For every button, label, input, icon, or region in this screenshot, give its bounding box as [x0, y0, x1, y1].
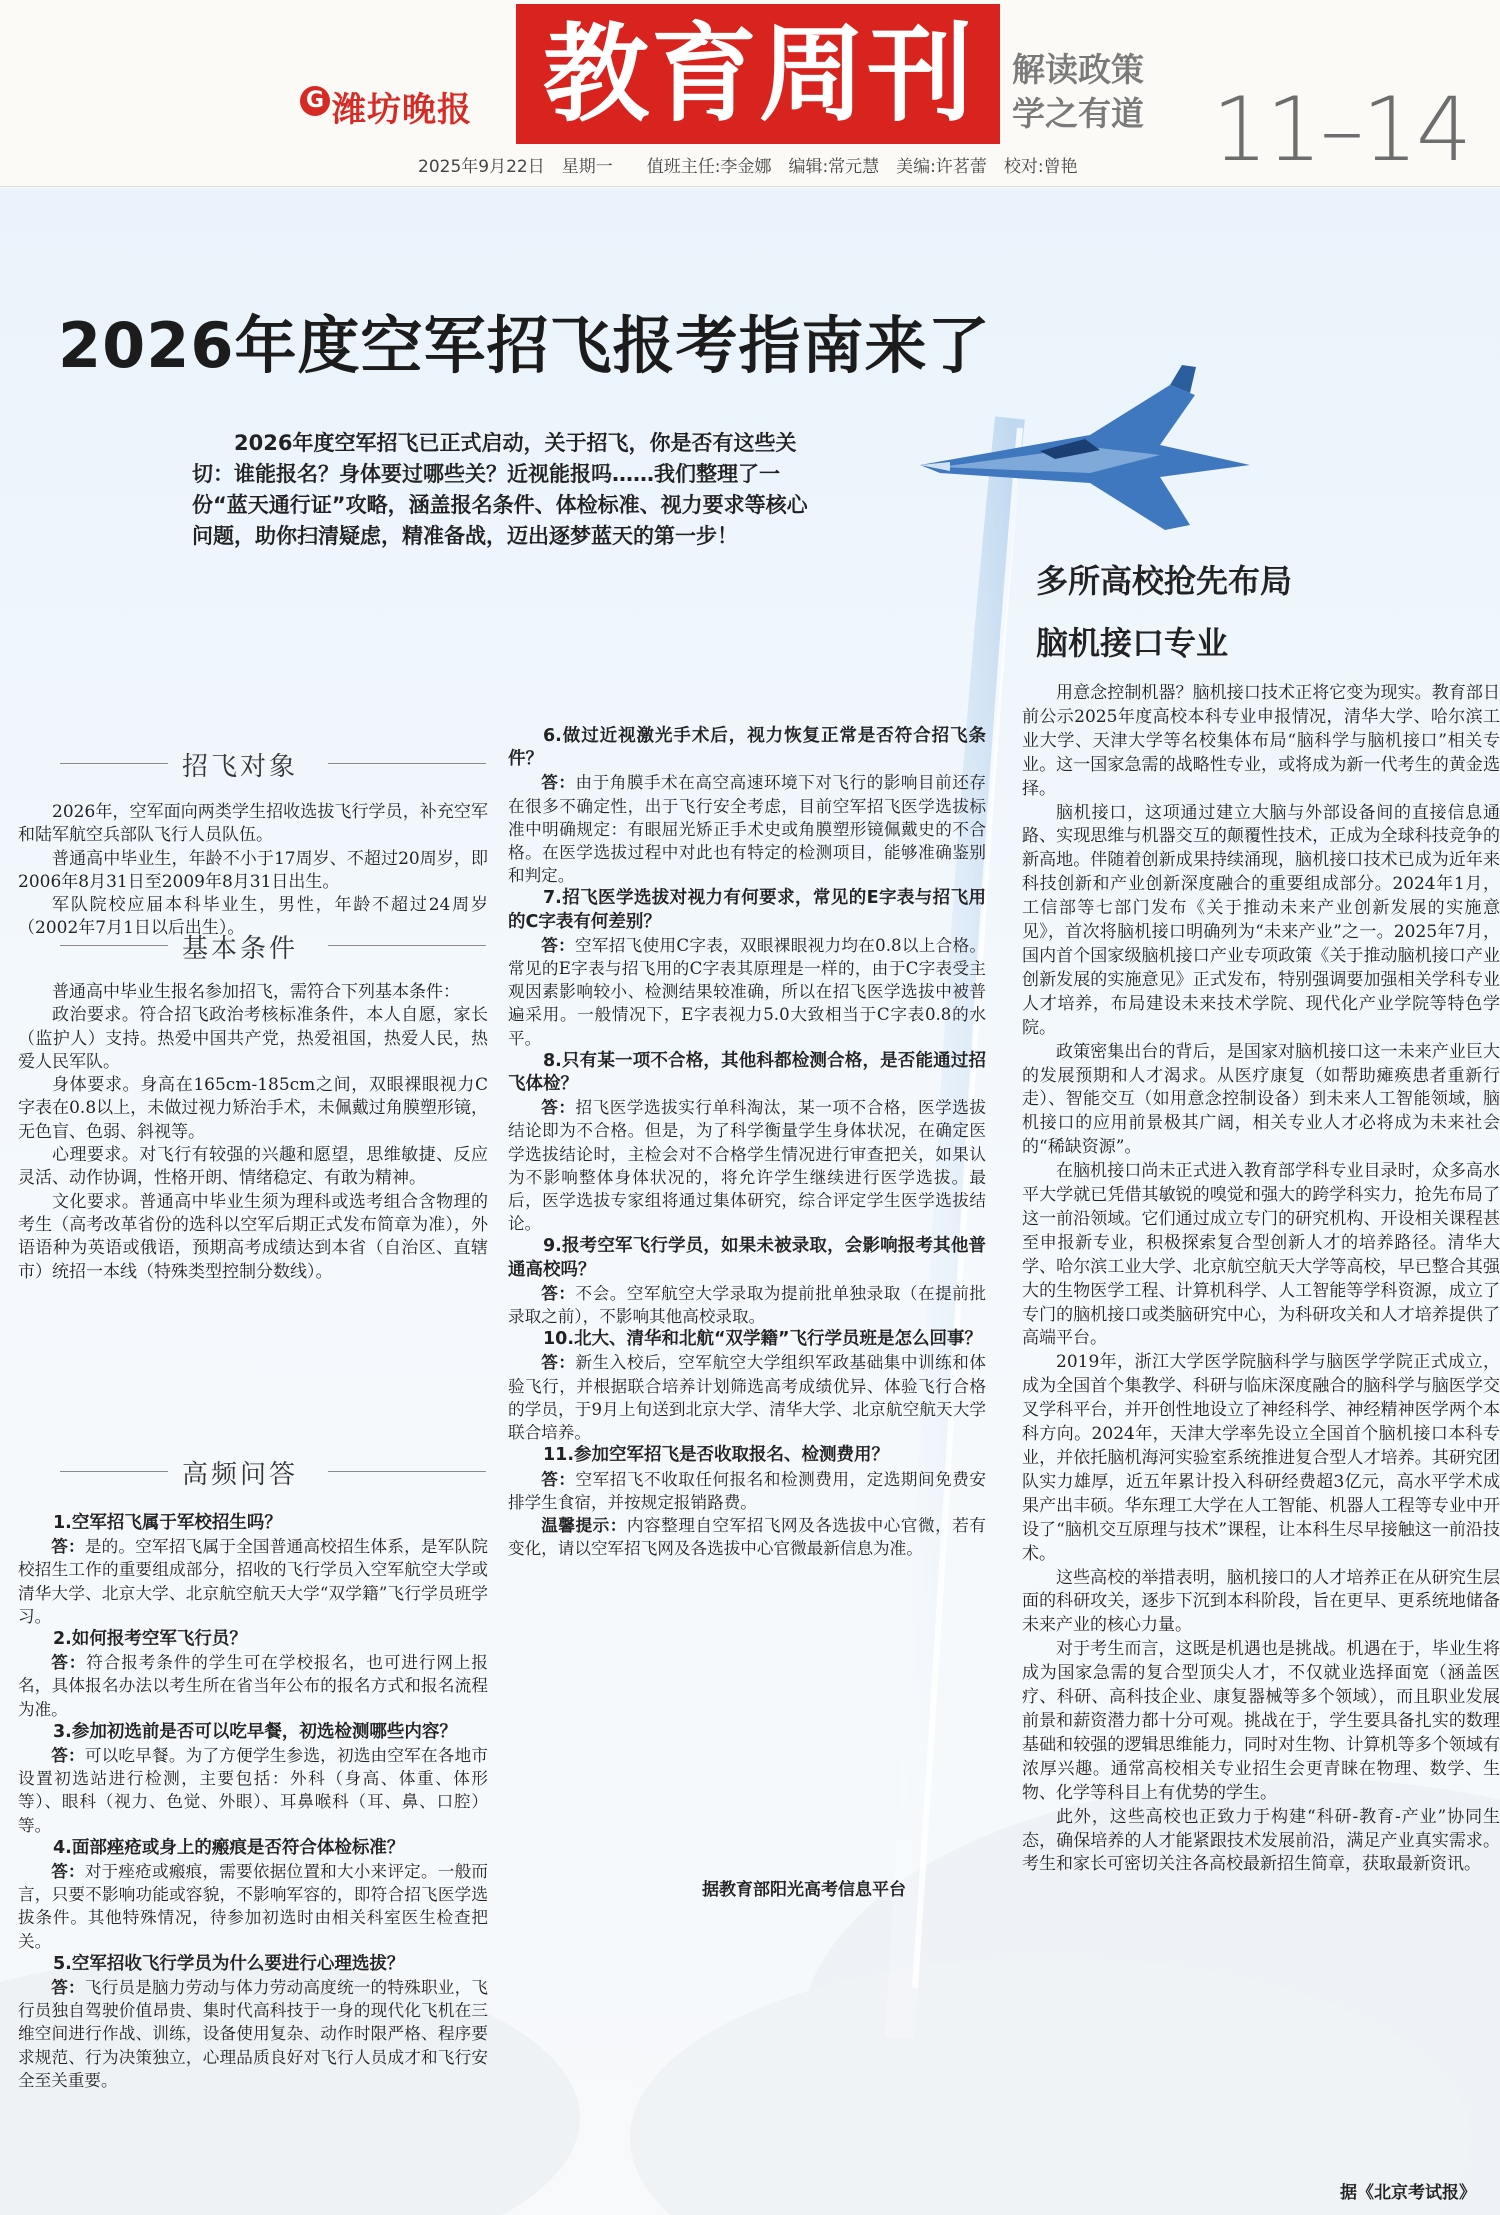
- newspaper-logo-icon: G: [300, 86, 330, 116]
- faq-question: 1.空军招飞属于军校招生吗？: [53, 1513, 282, 1533]
- side-article-para: 这些高校的举措表明，脑机接口的人才培养正在从研究生层面的科研攻关，逐步下沉到本科阶段，旨在更早、更系统地储备未来产业的核心力量。: [1022, 1567, 1500, 1636]
- faq-answer: 答：空军招飞不收取任何报名和检测费用，定选期间免费安排学生食宿，并按规定报销路费。: [508, 1469, 987, 1512]
- faq-question: 2.如何报考空军飞行员？: [53, 1629, 247, 1650]
- basic-section-text: [18, 981, 488, 1284]
- side-article-para: 2019年，浙江大学医学院脑科学与脑医学学院正式成立，成为全国首个集教学、科研与临床深度融合的脑科学与脑医学交叉学科平台，并开创性地设立了神经科学、神经精神医学两个本科方向。2024年，天津大学率先设立全国首个脑机接口本科专业，并依托脑机海河实验室系统推进复合型人才培养。其研究团队实力雄厚，近五年累计投入科研经费超3亿元，高水平学术成果产出丰硕。华东理工大学在人工智能、机器人工程等专业中开设了“脑机交互原理与技术”课程，让本科生尽早接触这一前沿技术。: [1022, 1352, 1500, 1564]
- masthead-title: 教育周刊: [543, 11, 975, 136]
- section-title-faq: 高频问答: [182, 1460, 299, 1490]
- faq-question: 5.空军招收飞行学员为什么要进行心理选拔？: [53, 1953, 405, 1974]
- side-article-title-line-2: 脑机接口专业: [1036, 624, 1229, 662]
- side-article-title-line-1: 多所高校抢先布局: [1036, 562, 1293, 600]
- slogan-line-2: 学之有道: [1012, 94, 1144, 133]
- basic-para: 心理要求。对飞行有较强的兴趣和愿望，思维敏捷、反应灵活、动作协调，性格开朗、情绪稳定、有敢为精神。: [18, 1145, 488, 1189]
- side-article-para: 此外，这些高校也正致力于构建“科研-教育-产业”协同生态，确保培养的人才能紧跟技术发展前沿，满足产业真实需求。考生和家长可密切关注各高校最新招生简章，获取最新资讯。: [1022, 1806, 1500, 1875]
- side-article-source: 据《北京考试报》: [1340, 2183, 1476, 2203]
- warm-tip: 温馨提示：内容整理自空军招飞网及各选拔中心官微，若有变化，请以空军招飞网及各选拔中心官微最新信息为准。: [508, 1515, 987, 1559]
- side-article-para: 对于考生而言，这既是机遇也是挑战。机遇在于，毕业生将成为国家急需的复合型顶尖人才，不仅就业选择面宽（涵盖医疗、科研、高科技企业、康复器械等多个领域），而且职业发展前景和薪资潜力都十分可观。挑战在于，学生要具备扎实的数理基础和较强的逻辑思维能力，同时对生物、计算机等多个领域有浓厚兴趣。通常高校相关专业招生会更青睐在物理、数学、生物、化学等科目上有优势的学生。: [1022, 1639, 1500, 1803]
- target-section-text: [18, 801, 488, 941]
- section-rule-left: [60, 763, 168, 764]
- faq-question: 8.只有某一项不合格，其他科都检测合格，是否能通过招飞体检？: [508, 1050, 986, 1095]
- faq-answer: 答：不会。空军航空大学录取为提前批单独录取（在提前批录取之前），不影响其他高校录取。: [508, 1283, 987, 1327]
- faq-source: 据教育部阳光高考信息平台: [702, 1880, 906, 1900]
- faq-question: 11.参加空军招飞是否收取报名、检测费用？: [543, 1445, 889, 1466]
- masthead-divider: [0, 186, 1500, 187]
- faq-answer: 答：对于痤疮或瘢痕，需要依据位置和大小来评定。一般而言，只要不影响功能或容貌，不影响军容的，即符合招飞医学选拔条件。其他特殊情况，待参加初选时由相关科室医生检查把关。: [18, 1862, 489, 1951]
- basic-para: 普通高中毕业生报名参加招飞，需符合下列基本条件：: [52, 982, 460, 1002]
- faq-column-1: [18, 1512, 488, 2092]
- faq-question: 6.做过近视激光手术后，视力恢复正常是否符合招飞条件？: [508, 726, 986, 770]
- faq-question: 3.参加初选前是否可以吃早餐，初选检测哪些内容？: [53, 1721, 457, 1742]
- section-rule-left: [60, 945, 168, 946]
- faq-answer: 答：可以吃早餐。为了方便学生参选，初选由空军在各地市设置初选站进行检测，主要包括：外科（身高、体重、体形等）、眼科（视力、色觉、外眼）、耳鼻喉科（耳、鼻、口腔）等。: [18, 1746, 489, 1835]
- side-article-para: 在脑机接口尚未正式进入教育部学科专业目录时，众多高水平大学就已凭借其敏锐的嗅觉和强大的跨学科实力，抢先布局了这一前沿领域。它们通过成立专门的研究机构、开设相关课程甚至申报新专业，积极探索复合型创新人才的培养路径。清华大学、哈尔滨工业大学、北京航空航天大学等高校，早已整合其强大的生物医学工程、计算机科学、人工智能等学科资源，成立了专门的脑机接口或类脑研究中心，为科研攻关和人才培养提供了高端平台。: [1022, 1161, 1500, 1349]
- side-article-para: 用意念控制机器？脑机接口技术正将它变为现实。教育部日前公示2025年度高校本科专业申报情况，清华大学、哈尔滨工业大学、天津大学等名校集体布局“脑科学与脑机接口”相关专业。这一国家急需的战略性专业，或将成为新一代考生的黄金选择。: [1022, 683, 1500, 799]
- target-para: 普通高中毕业生，年龄不小于17周岁、不超过20周岁，即2006年8月31日至2009年8月31日出生。: [18, 848, 488, 892]
- faq-question: 7.招飞医学选拔对视力有何要求，常见的E字表与招飞用的C字表有何差别？: [508, 888, 986, 932]
- section-rule-right: [328, 945, 486, 946]
- faq-question: 4.面部痤疮或身上的瘢痕是否符合体检标准？: [53, 1837, 405, 1858]
- faq-answer: 答：是的。空军招飞属于全国普通高校招生体系，是军队院校招生工作的重要组成部分，招收的飞行学员入空军航空大学或清华大学、北京大学、北京航空航天大学“双学籍”飞行学员班学习。: [18, 1537, 489, 1626]
- target-para: 2026年，空军面向两类学生招收选拔飞行学员，补充空军和陆军航空兵部队飞行人员队伍。: [18, 802, 488, 846]
- masthead-slogan: [1012, 48, 1144, 136]
- faq-answer: 答：新生入校后，空军航空大学组织军政基础集中训练和体验飞行，并根据联合培养计划筛选高考成绩优异、体验飞行合格的学员，于9月上旬送到北京大学、清华大学、北京航空航天大学联合培养。: [508, 1353, 987, 1443]
- faq-question: 10.北大、清华和北航“双学籍”飞行学员班是怎么回事？: [543, 1329, 983, 1350]
- section-rule-left: [60, 1471, 168, 1472]
- intro-paragraph: 2026年度空军招飞已正式启动，关于招飞，你是否有这些关切：谁能报名？身体要过哪些关？近视能报吗……我们整理了一份“蓝天通行证”攻略，涵盖报名条件、体检标准、视力要求等核心问题，助你扫清疑虑，精准备战，迈出逐梦蓝天的第一步！: [192, 431, 808, 548]
- main-headline: 2026年度空军招飞报考指南来了: [58, 309, 991, 382]
- page-range: 11–14: [1212, 78, 1470, 181]
- section-title-target: 招飞对象: [182, 752, 299, 782]
- issue-info-bar: 2025年9月22日 星期一 值班主任:李金娜 编辑:常元慧 美编:许茗蕾 校对:曾艳: [418, 157, 1078, 177]
- basic-para: 政治要求。符合招飞政治考核标准条件，本人自愿，家长（监护人）支持。热爱中国共产党，热爱祖国，热爱人民，热爱人民军队。: [18, 1005, 488, 1072]
- faq-column-2: [508, 725, 986, 1560]
- basic-para: 文化要求。普通高中毕业生须为理科或选考组合含物理的考生（高考改革省份的选科以空军后期正式发布简章为准），外语语种为英语或俄语，预期高考成绩达到本省（自治区、直辖市）统招一本线（特殊类型控制分数线）。: [18, 1191, 488, 1282]
- section-rule-right: [328, 763, 486, 764]
- faq-answer: 答：由于角膜手术在高空高速环境下对飞行的影响目前还存在很多不确定性，出于飞行安全考虑，目前空军招飞医学选拔标准中明确规定：有眼屈光矫正手术史或角膜塑形镜佩戴史的不合格。在医学选拔过程中对此也有特定的检测项目，能够准确鉴别和判定。: [508, 773, 987, 886]
- faq-answer: 答：招飞医学选拔实行单科淘汰，某一项不合格，医学选拔结论即为不合格。但是，为了科学衡量学生身体状况，在确定医学选拔结论时，主检会对不合格学生情况进行审查把关，如果认为不影响整体身体状况的，将允许学生继续进行医学选拔。最后，医学选拔专家组将通过集体研究，综合评定学生医学选拔结论。: [508, 1098, 987, 1234]
- side-article-para: 脑机接口，这项通过建立大脑与外部设备间的直接信息通路、实现思维与机器交互的颠覆性技术，正成为全球科技竞争的新高地。伴随着创新成果持续涌现，脑机接口技术已成为近年来科技创新和产业创新深度融合的重要组成部分。2024年1月，工信部等七部门发布《关于推动未来产业创新发展的实施意见》，首次将脑机接口明确列为“未来产业”之一。2025年7月，国内首个国家级脑机接口产业专项政策《关于推动脑机接口产业创新发展的实施意见》正式发布，特别强调要加强相关学科专业人才培养，布局建设未来技术学院、现代化产业学院等特色学院。: [1022, 802, 1500, 1038]
- side-article-para: 政策密集出台的背后，是国家对脑机接口这一未来产业巨大的发展预期和人才渴求。从医疗康复（如帮助瘫痪患者重新行走）、智能交互（如用意念控制设备）到未来人工智能领域，脑机接口的应用前景极其广阔，相关专业人才必将成为未来社会的“稀缺资源”。: [1022, 1041, 1500, 1158]
- section-rule-right: [328, 1471, 486, 1472]
- section-title-basic: 基本条件: [182, 934, 299, 964]
- faq-answer: 答：空军招飞使用C字表，双眼裸眼视力均在0.8以上合格。常见的E字表与招飞用的C字表其原理是一样的，由于C字表受主观因素影响较小、检测结果较准确，所以在招飞医学选拔中被普遍采用。一般情况下，E字表视力5.0大致相当于C字表0.8的水平。: [508, 935, 987, 1048]
- basic-para: 身体要求。身高在165cm-185cm之间，双眼裸眼视力C字表在0.8以上，未做过视力矫治手术，未佩戴过角膜塑形镜，无色盲、色弱、斜视等。: [18, 1075, 488, 1142]
- faq-answer: 答：飞行员是脑力劳动与体力劳动高度统一的特殊职业，飞行员独自驾驶价值昂贵、集时代高科技于一身的现代化飞机在三维空间进行作战、训练，设备使用复杂、动作时限严格、程序要求规范、行为决策独立，心理品质良好对飞行人员成才和飞行安全至关重要。: [18, 1978, 489, 2090]
- side-article-body: [1022, 682, 1500, 1877]
- faq-answer: 答：符合报考条件的学生可在学校报名，也可进行网上报名，具体报名办法以考生所在省当年公布的报名方式和报名流程为准。: [18, 1653, 489, 1719]
- faq-question: 9.报考空军飞行学员，如果未被录取，会影响报考其他普通高校吗？: [508, 1236, 986, 1280]
- newspaper-name: 潍坊晚报: [332, 90, 472, 130]
- target-para: 军队院校应届本科毕业生，男性，年龄不超过24周岁（2002年7月1日以后出生）。: [18, 895, 488, 939]
- slogan-line-1: 解读政策: [1012, 50, 1144, 89]
